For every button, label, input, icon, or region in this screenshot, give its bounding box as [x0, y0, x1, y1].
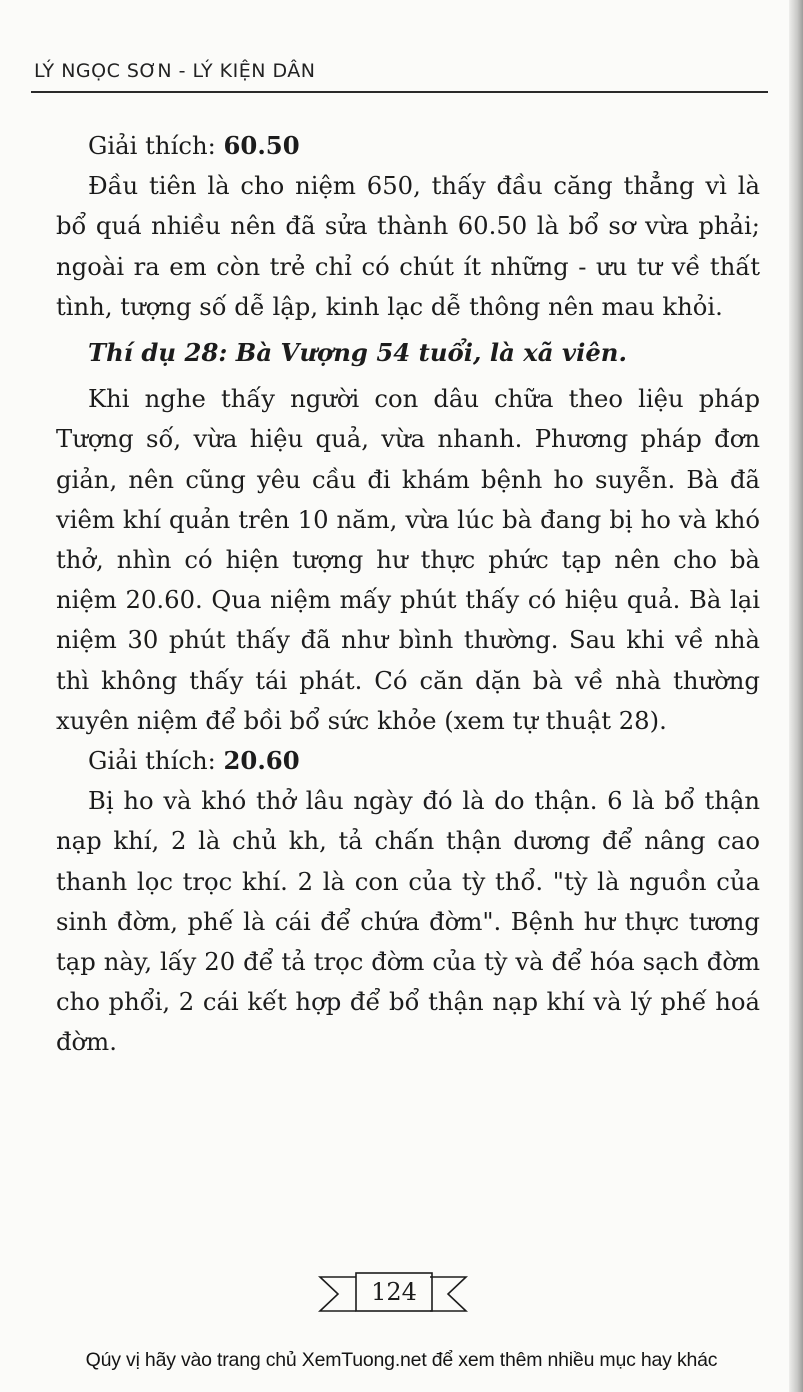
page-number: 124 [371, 1278, 417, 1306]
site-footer-note: Qúy vị hãy vào trang chủ XemTuong.net để xem thêm nhiều mục hay khác [85, 1349, 718, 1371]
explanation-value: 60.50 [223, 131, 300, 160]
explanation-line-2 [56, 741, 760, 781]
example-heading: Thí dụ 28: Bà Vượng 54 tuổi, là xã viên. [88, 338, 627, 368]
paragraph-2: Khi nghe thấy người con dâu chữa theo liệu pháp Tượng số, vừa hiệu quả, vừa nhanh. Phương pháp đơn giản, nên cũng yêu cầu đi khám bệnh ho suyễn. Bà đã viêm khí quản trên 10 năm, vừa lúc bà đang bị ho và khó thở, nhìn có hiện tượng hư thực phức tạp nên cho bà niệm 20.60. Qua niệm mấy phút thấy có hiệu quả. Bà lại niệm 30 phút thấy đã như bình thường. Sau khi về nhà thì không thấy tái phát. Có căn dặn bà về nhà thường xuyên niệm để bồi bổ sức khỏe (xem tự thuật 28). [56, 384, 760, 735]
page-body [56, 126, 760, 1063]
explanation-value: 20.60 [223, 746, 300, 776]
header-divider [31, 91, 768, 93]
explanation-label: Giải thích: [88, 131, 216, 160]
paragraph-3: Bị ho và khó thở lâu ngày đó là do thận. 6 là bổ thận nạp khí, 2 là chủ kh, tả chấn thận dương để nâng cao thanh lọc trọc khí. 2 là con của tỳ thổ. "tỳ là nguồn của sinh đờm, phế là cái để chứa đờm". Bệnh hư thực tương tạp này, lấy 20 để tả trọc đờm của tỳ và để hóa sạch đờm cho phổi, 2 cái kết hợp để bổ thận nạp khí và lý phế hoá đờm. [56, 786, 760, 1057]
book-spine-shadow [789, 0, 803, 1392]
running-header-title: LÝ NGỌC SƠN - LÝ KIỆN DÂN [34, 60, 316, 82]
explanation-line-1 [56, 126, 760, 166]
paragraph-1: Đầu tiên là cho niệm 650, thấy đầu căng thẳng vì là bổ quá nhiều nên đã sửa thành 60.50 là bổ sơ vừa phải; ngoài ra em còn trẻ chỉ có chút ít những - ưu tư về thất tình, tượng số dễ lập, kinh lạc dễ thông nên mau khỏi. [56, 171, 760, 321]
explanation-label: Giải thích: [88, 746, 216, 776]
